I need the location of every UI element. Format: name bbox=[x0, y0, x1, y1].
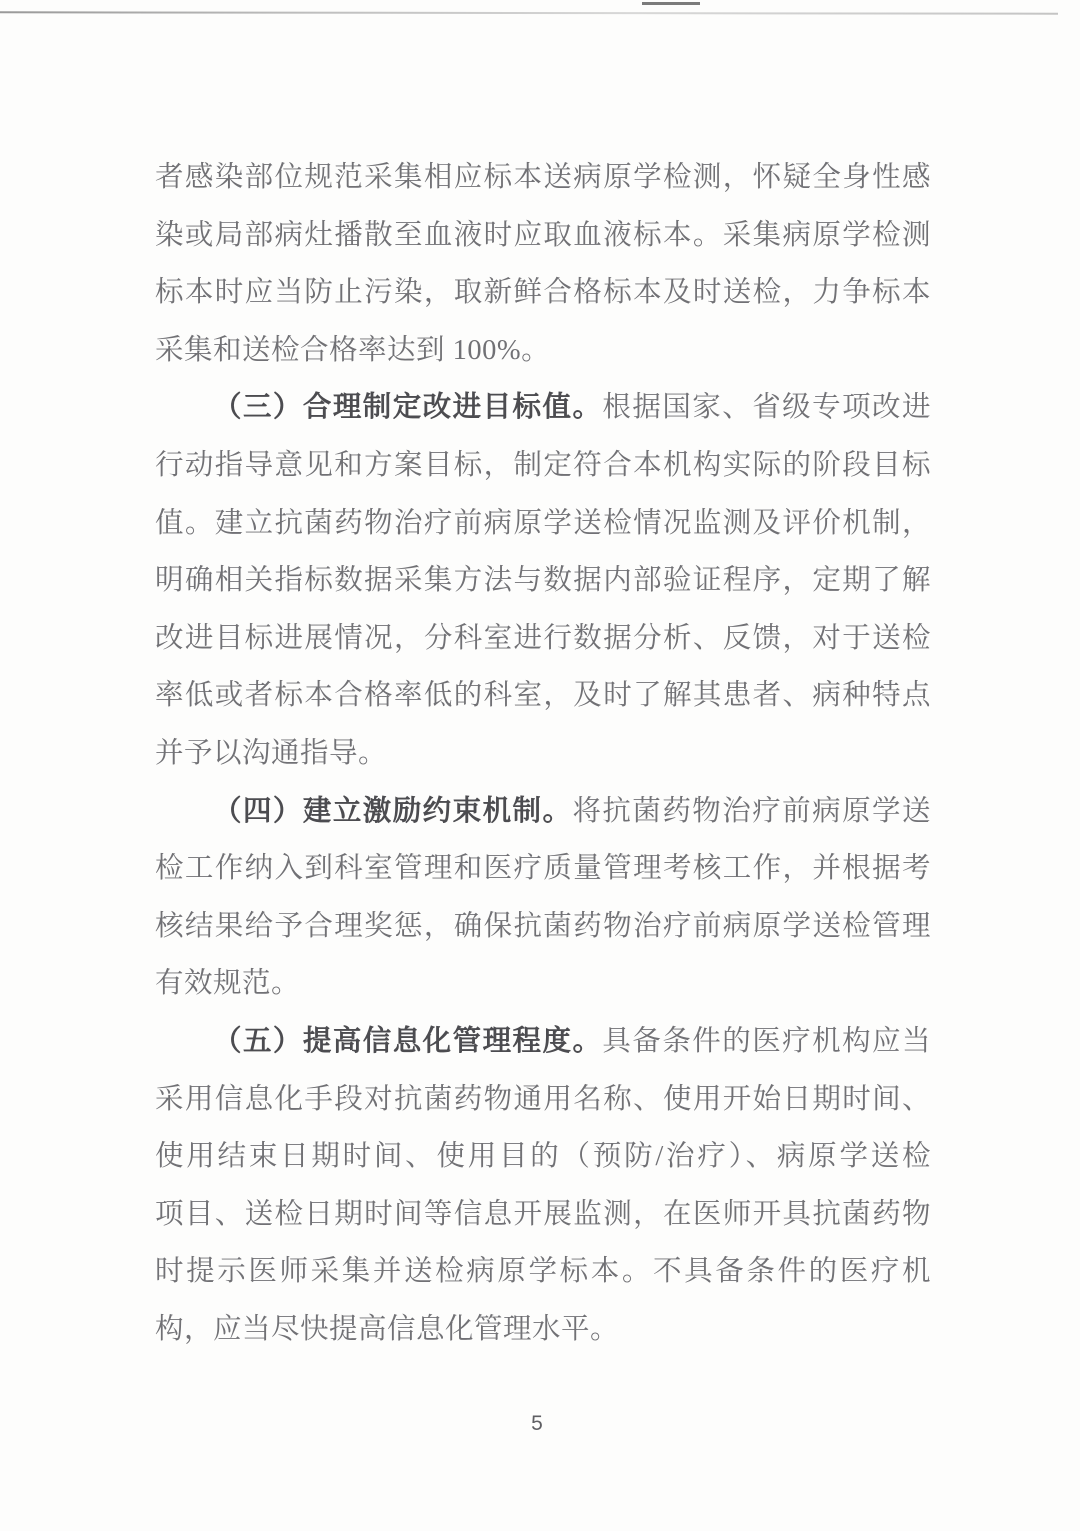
line-text: 并予以沟通指导。 bbox=[155, 737, 388, 769]
text-line bbox=[155, 264, 931, 322]
text-line bbox=[155, 207, 931, 265]
line-text: 明确相关指标数据采集方法与数据内部验证程序，定期了解 bbox=[155, 565, 931, 597]
text-line bbox=[155, 725, 931, 783]
text-line bbox=[155, 1071, 931, 1129]
line-text: 有效规范。 bbox=[155, 968, 301, 1000]
line-text: 项目、送检日期时间等信息开展监测，在医师开具抗菌药物 bbox=[155, 1198, 931, 1230]
text-line bbox=[155, 495, 931, 553]
text-line bbox=[155, 1186, 931, 1244]
line-text: 值。建立抗菌药物治疗前病原学送检情况监测及评价机制， bbox=[155, 507, 931, 539]
line-text: 染或局部病灶播散至血液时应取血液标本。采集病原学检测 bbox=[155, 219, 931, 251]
line-text: 采集和送检合格率达到 100%。 bbox=[155, 334, 551, 366]
line-text: 根据国家、省级专项改进 bbox=[602, 392, 931, 424]
text-line bbox=[155, 1243, 931, 1301]
line-text: 构，应当尽快提高信息化管理水平。 bbox=[155, 1313, 620, 1345]
text-line bbox=[155, 1013, 931, 1071]
text-line bbox=[155, 667, 931, 725]
text-line bbox=[155, 322, 931, 380]
line-text: 率低或者标本合格率低的科室，及时了解其患者、病种特点 bbox=[155, 680, 931, 712]
text-line bbox=[155, 149, 931, 207]
line-text: 改进目标进展情况，分科室进行数据分析、反馈，对于送检 bbox=[155, 622, 931, 654]
text-line bbox=[155, 783, 931, 841]
text-line bbox=[155, 898, 931, 956]
section-heading-3: （三）合理制定改进目标值。 bbox=[213, 392, 603, 424]
text-line bbox=[155, 610, 931, 668]
scan-artifact-line bbox=[0, 11, 1058, 14]
line-text: 检工作纳入到科室管理和医疗质量管理考核工作，并根据考 bbox=[155, 853, 931, 885]
line-text: 将抗菌药物治疗前病原学送 bbox=[572, 795, 931, 827]
text-line bbox=[155, 1128, 931, 1186]
text-line bbox=[155, 955, 931, 1013]
line-text: 核结果给予合理奖惩，确保抗菌药物治疗前病原学送检管理 bbox=[155, 910, 931, 942]
line-text: 具备条件的医疗机构应当 bbox=[602, 1025, 931, 1057]
document-body bbox=[155, 149, 931, 1358]
text-line bbox=[155, 840, 931, 898]
line-text: 时提示医师采集并送检病原学标本。不具备条件的医疗机 bbox=[155, 1256, 931, 1288]
text-line bbox=[155, 379, 931, 437]
section-heading-4: （四）建立激励约束机制。 bbox=[213, 795, 573, 827]
section-heading-5: （五）提高信息化管理程度。 bbox=[213, 1025, 603, 1057]
text-line bbox=[155, 437, 931, 495]
scan-artifact-dash bbox=[642, 2, 700, 5]
page-number: 5 bbox=[531, 1412, 543, 1435]
text-line bbox=[155, 552, 931, 610]
line-text: 采用信息化手段对抗菌药物通用名称、使用开始日期时间、 bbox=[155, 1083, 931, 1115]
line-text: 使用结束日期时间、使用目的（预防/治疗）、病原学送检 bbox=[155, 1141, 931, 1173]
text-line bbox=[155, 1301, 931, 1359]
line-text: 者感染部位规范采集相应标本送病原学检测，怀疑全身性感 bbox=[155, 162, 931, 193]
line-text: 标本时应当防止污染，取新鲜合格标本及时送检，力争标本 bbox=[155, 277, 931, 309]
line-text: 行动指导意见和方案目标，制定符合本机构实际的阶段目标 bbox=[155, 449, 931, 481]
